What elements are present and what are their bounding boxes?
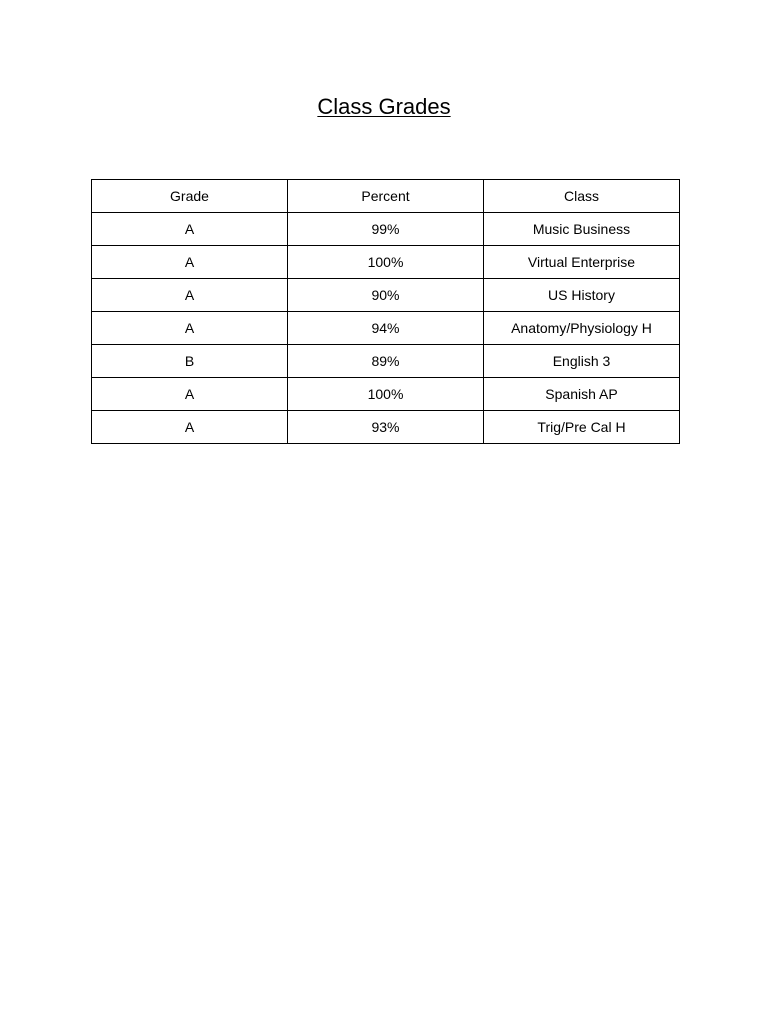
grade-cell: A	[92, 279, 288, 312]
percent-cell: 89%	[288, 345, 484, 378]
grade-cell: A	[92, 378, 288, 411]
percent-cell: 100%	[288, 246, 484, 279]
header-grade: Grade	[92, 180, 288, 213]
grades-table	[91, 179, 680, 444]
table-row	[92, 312, 680, 345]
page-title: Class Grades	[317, 94, 451, 119]
class-cell: Trig/Pre Cal H	[484, 411, 680, 444]
table-row	[92, 279, 680, 312]
class-cell: English 3	[484, 345, 680, 378]
percent-cell: 94%	[288, 312, 484, 345]
percent-cell: 100%	[288, 378, 484, 411]
class-cell: Virtual Enterprise	[484, 246, 680, 279]
table-header-row	[92, 180, 680, 213]
table-row	[92, 345, 680, 378]
class-cell: US History	[484, 279, 680, 312]
header-percent: Percent	[288, 180, 484, 213]
table-row	[92, 213, 680, 246]
grade-cell: A	[92, 246, 288, 279]
grade-cell: A	[92, 213, 288, 246]
percent-cell: 99%	[288, 213, 484, 246]
grade-cell: B	[92, 345, 288, 378]
table-row	[92, 246, 680, 279]
grade-cell: A	[92, 411, 288, 444]
class-cell: Music Business	[484, 213, 680, 246]
header-class: Class	[484, 180, 680, 213]
class-cell: Anatomy/Physiology H	[484, 312, 680, 345]
percent-cell: 90%	[288, 279, 484, 312]
table-row	[92, 378, 680, 411]
grade-cell: A	[92, 312, 288, 345]
class-cell: Spanish AP	[484, 378, 680, 411]
table-row	[92, 411, 680, 444]
percent-cell: 93%	[288, 411, 484, 444]
